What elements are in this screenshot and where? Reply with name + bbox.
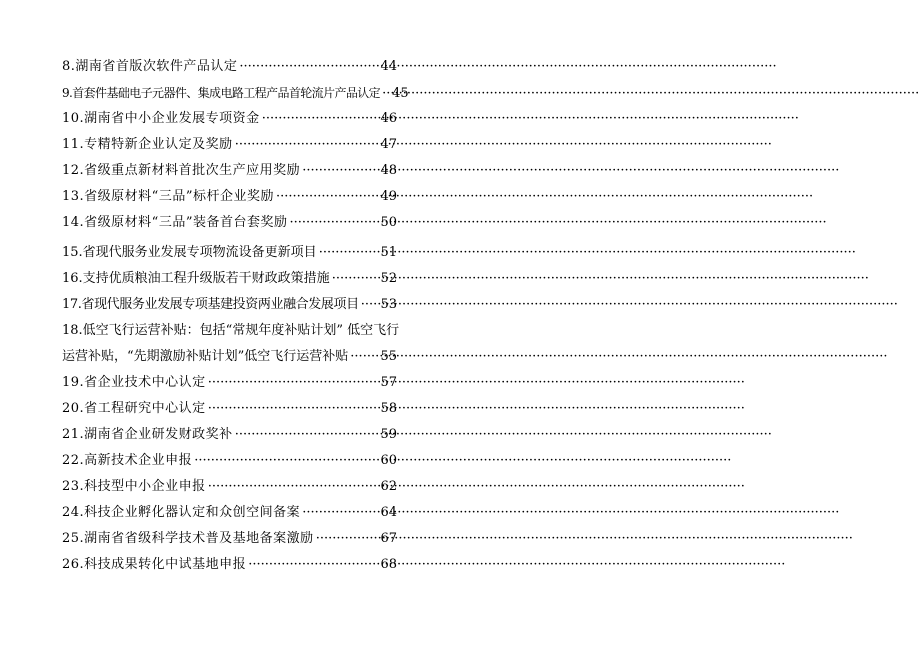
toc-entry-16[interactable] [62, 270, 397, 296]
toc-entry-page: 60 [380, 453, 397, 468]
table-of-contents [62, 58, 409, 582]
toc-entry-19[interactable] [62, 374, 397, 400]
toc-entry-14[interactable] [62, 214, 397, 240]
toc-entry-20[interactable] [62, 400, 397, 426]
dot-leader [206, 400, 381, 418]
toc-entry-page: 50 [380, 215, 397, 230]
toc-entry-title: 9.首套件基础电子元器件、集成电路工程产品首轮流片产品认定 [62, 86, 381, 100]
toc-entry-24[interactable] [62, 504, 397, 530]
toc-entry-page: 67 [380, 531, 397, 546]
toc-entry-25[interactable] [62, 530, 397, 556]
toc-entry-9[interactable] [62, 84, 409, 110]
dot-leader [330, 270, 381, 288]
toc-entry-page: 44 [380, 59, 397, 74]
toc-entry-page: 51 [380, 245, 397, 260]
dot-leader [300, 162, 380, 180]
toc-entry-12[interactable] [62, 162, 397, 188]
toc-entry-title: 24.科技企业孵化器认定和众创空间备案 [62, 505, 301, 520]
toc-entry-page: 52 [380, 271, 397, 286]
toc-entry-title: 21.湖南省企业研发财政奖补 [62, 427, 233, 442]
toc-entry-page: 58 [380, 401, 397, 416]
toc-entry-page: 45 [392, 86, 409, 101]
toc-entry-title: 20.省工程研究中心认定 [62, 401, 206, 416]
dot-leader [380, 85, 392, 103]
toc-entry-22[interactable] [62, 452, 397, 478]
dot-leader [233, 426, 381, 444]
toc-entry-page: 46 [380, 111, 397, 126]
dot-leader [300, 504, 380, 522]
dot-leader [314, 530, 381, 548]
toc-entry-page: 49 [380, 189, 397, 204]
toc-entry-title: 14.省级原材料“三品”装备首台套奖励 [62, 215, 288, 230]
dot-leader [287, 214, 380, 232]
toc-entry-page: 48 [380, 163, 397, 178]
toc-entry-13[interactable] [62, 188, 397, 214]
toc-entry-15[interactable] [62, 244, 397, 270]
toc-entry-11[interactable] [62, 136, 397, 162]
toc-entry-title-line1: 18.低空飞行运营补贴：包括“常规年度补贴计划” 低空飞行 [62, 323, 400, 338]
toc-entry-page: 47 [380, 137, 397, 152]
toc-entry-17[interactable] [62, 296, 397, 322]
toc-entry-26[interactable] [62, 556, 397, 582]
toc-entry-title: 16.支持优质粮油工程升级版若干财政政策措施 [62, 271, 330, 286]
toc-entry-title: 22.高新技术企业申报 [62, 453, 193, 468]
toc-entry-page: 64 [380, 505, 397, 520]
toc-entry-page: 68 [380, 557, 397, 572]
toc-entry-21[interactable] [62, 426, 397, 452]
toc-entry-title: 17.省现代服务业发展专项基建投资两业融合发展项目 [62, 297, 359, 312]
toc-entry-title: 25.湖南省省级科学技术普及基地备案激励 [62, 531, 314, 546]
dot-leader [246, 556, 380, 574]
toc-entry-page: 62 [380, 479, 397, 494]
toc-entry-10[interactable] [62, 110, 397, 136]
toc-entry-page: 53 [380, 297, 397, 312]
toc-entry-title: 运营补贴，“先期激励补贴计划”低空飞行运营补贴 [62, 349, 349, 364]
toc-entry-title: 19.省企业技术中心认定 [62, 375, 206, 390]
dot-leader [237, 58, 380, 76]
dot-leader [233, 136, 381, 154]
dot-leader [192, 452, 380, 470]
dot-leader [359, 296, 381, 314]
dot-leader [317, 244, 381, 262]
toc-entry-title: 11.专精特新企业认定及奖励 [62, 137, 233, 152]
toc-entry-title: 13.省级原材料“三品”标杆企业奖励 [62, 189, 274, 204]
dot-leader [260, 110, 381, 128]
dot-leader [348, 348, 380, 366]
toc-entry-title: 15.省现代服务业发展专项物流设备更新项目 [62, 245, 317, 260]
toc-entry-title: 26.科技成果转化中试基地申报 [62, 557, 247, 572]
dot-leader [206, 374, 381, 392]
toc-entry-title: 8.湖南省首版次软件产品认定 [62, 59, 238, 74]
dot-leader [206, 478, 381, 496]
toc-entry-title: 12.省级重点新材料首批次生产应用奖励 [62, 163, 301, 178]
toc-entry-page: 59 [380, 427, 397, 442]
toc-entry-page: 57 [380, 375, 397, 390]
toc-entry-23[interactable] [62, 478, 397, 504]
dot-leader [274, 188, 380, 206]
toc-entry-page: 55 [380, 349, 397, 364]
toc-entry-8[interactable] [62, 58, 397, 84]
toc-entry-title: 10.湖南省中小企业发展专项资金 [62, 111, 260, 126]
toc-entry-title: 23.科技型中小企业申报 [62, 479, 206, 494]
toc-entry-18[interactable] [62, 322, 400, 374]
